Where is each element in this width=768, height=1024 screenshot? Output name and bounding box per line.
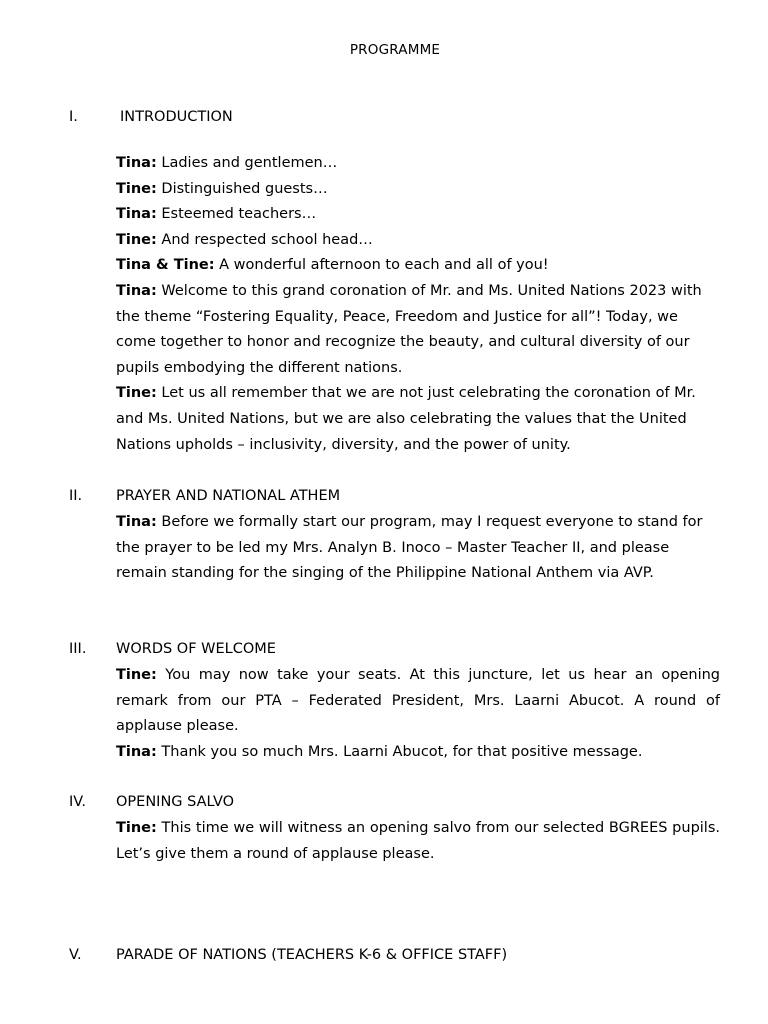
section-number: IV.: [69, 794, 86, 810]
dialogue-line: [116, 228, 720, 254]
dialogue-text: Distinguished guests…: [156, 180, 328, 197]
section-number: III.: [69, 641, 87, 657]
dialogue-text: Let us all remember that we are not just celebrating the coronation of Mr. and Ms. United Nations, but we are also celebrating the values that the United Nations upholds – inclusivity, diversity, and the power of unity.: [116, 385, 696, 453]
section-title: INTRODUCTION: [120, 109, 233, 125]
dialogue-text: This time we will witness an opening salvo from our selected BGREES pupils. Let’s give them a round of applause please.: [116, 820, 720, 862]
dialogue-line: [116, 510, 720, 587]
speaker-label: Tina:: [116, 282, 157, 299]
dialogue-line: [116, 177, 720, 203]
section-title: OPENING SALVO: [116, 794, 235, 810]
speaker-label: Tina:: [116, 155, 157, 171]
dialogue-line: [116, 279, 720, 381]
dialogue-text: A wonderful afternoon to each and all of you!: [214, 257, 549, 274]
dialogue-text: Thank you so much Mrs. Laarni Abucot, for that positive message.: [156, 743, 643, 760]
speaker-label: Tina:: [116, 514, 157, 530]
document-title: PROGRAMME: [349, 42, 441, 58]
dialogue-text: You may now take your seats. At this juncture, let us hear an opening remark from our PTA – Federated President, Mrs. Laarni Abucot. A round of applause please.: [116, 667, 720, 735]
speaker-label: Tine:: [116, 820, 157, 836]
speaker-label: Tine:: [116, 231, 157, 248]
speaker-label: Tina & Tine:: [116, 257, 215, 274]
section-body: [116, 510, 720, 587]
speaker-label: Tina:: [116, 206, 157, 223]
section-number: II.: [69, 488, 83, 504]
dialogue-line: [116, 381, 720, 458]
section-body: [116, 816, 720, 867]
dialogue-text: Esteemed teachers…: [156, 206, 317, 223]
section-title: PARADE OF NATIONS (TEACHERS K-6 & OFFICE STAFF): [116, 947, 508, 963]
dialogue-line: [116, 253, 720, 279]
section-body: [116, 151, 720, 458]
speaker-label: Tina:: [116, 743, 157, 760]
section-number: I.: [69, 109, 78, 125]
dialogue-text: Ladies and gentlemen…: [156, 155, 338, 171]
dialogue-line: [116, 816, 720, 867]
dialogue-text: Welcome to this grand coronation of Mr. and Ms. United Nations 2023 with the theme “Fostering Equality, Peace, Freedom and Justice for all”! Today, we come together to honor and recognize the beauty, and cultural diversity of our pupils embodying the different nations.: [116, 282, 702, 376]
dialogue-text: Before we formally start our program, may I request everyone to stand for the prayer to be led my Mrs. Analyn B. Inoco – Master Teacher II, and please remain standing for the singing of the Philippine National Anthem via AVP.: [116, 514, 703, 582]
speaker-label: Tine:: [116, 180, 157, 197]
speaker-label: Tine:: [116, 667, 157, 683]
section-body: [116, 663, 720, 765]
dialogue-line: [116, 663, 720, 740]
section-number: V.: [69, 947, 82, 963]
dialogue-text: And respected school head…: [156, 231, 373, 248]
dialogue-line: [116, 202, 720, 228]
dialogue-line: [116, 151, 720, 177]
dialogue-line: [116, 740, 720, 766]
section-title: WORDS OF WELCOME: [116, 641, 276, 657]
section-title: PRAYER AND NATIONAL ATHEM: [116, 488, 341, 504]
speaker-label: Tine:: [116, 385, 157, 402]
